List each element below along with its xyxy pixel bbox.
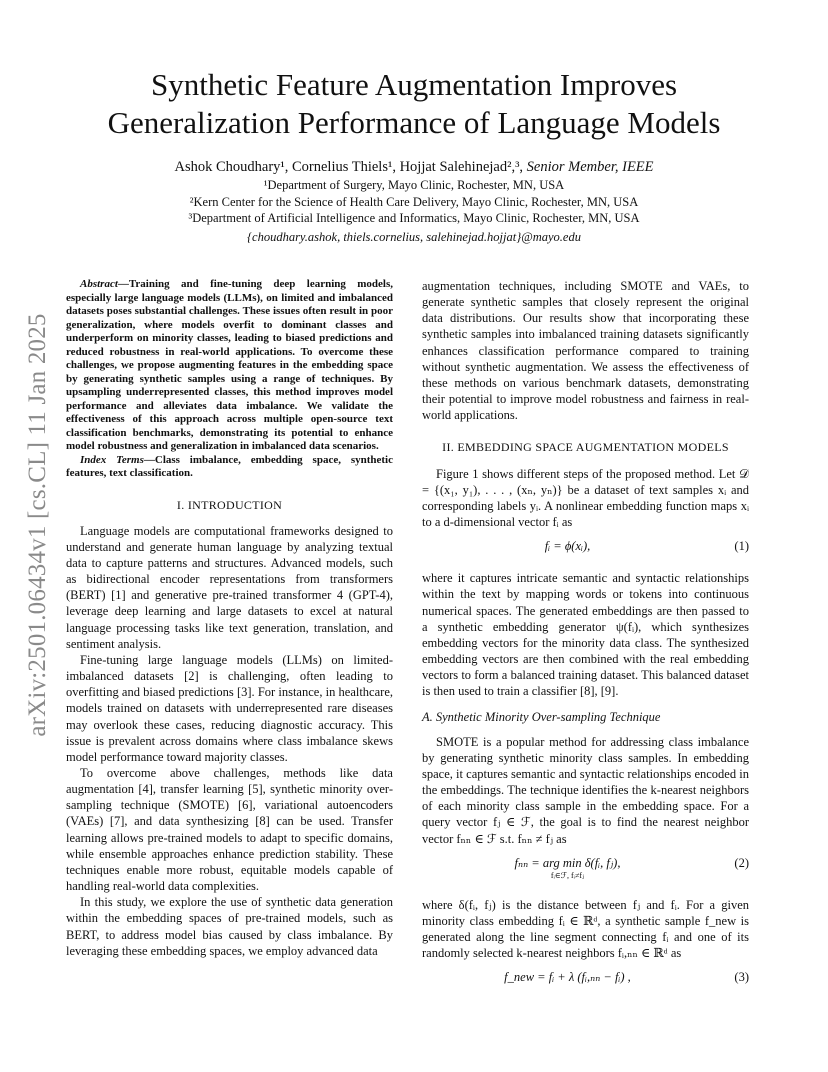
author-role: Senior Member, IEEE bbox=[526, 159, 654, 175]
affiliation-3: ³Department of Artificial Intelligence and Informatics, Mayo Clinic, Rochester, MN, USA bbox=[188, 211, 640, 225]
intro-continued-paragraph: augmentation techniques, including SMOTE and VAEs, to generate synthetic samples that closely represent the original data distributions. Our results show that incorporating these synthetic samples into imbalanced training datasets significantly enhances classification performance compared to training without synthetic augmentation. We assess the effectiveness of these methods on various benchmark datasets, demonstrating their potential to improve model robustness and fairness in real-world applications. bbox=[422, 279, 749, 423]
intro-paragraph-3: To overcome above challenges, methods like data augmentation [4], transfer learning [5], synthetic minority over-sampling technique (SMOTE) [6], variational autoencoders (VAEs) [7], and data synthesizing [8] can be used. Transfer learning allows pre-trained models to adapt to specific domains, while ensemble approaches enhance prediction stability. These techniques enable more robust, equitable models capable of handling real-world data complexities. bbox=[66, 766, 393, 894]
equation-2-number: (2) bbox=[734, 855, 749, 870]
equation-3-expression: f_new = fᵢ + λ (fᵢ,ₙₙ − fᵢ) , bbox=[504, 970, 631, 985]
equation-2-subscript: fᵢ∈ℱ, fᵢ≠fⱼ bbox=[550, 870, 585, 880]
subsection-heading-smote: A. Synthetic Minority Over-sampling Technique bbox=[422, 710, 661, 725]
equation-1-number: (1) bbox=[734, 539, 749, 554]
equation-3 bbox=[422, 969, 749, 991]
index-terms-text: —Class imbalance, embedding space, synthetic features, text classification. bbox=[66, 453, 393, 479]
method-paragraph-2: where it captures intricate semantic and syntactic relationships within the text by mapping words or tokens into continuous numerical spaces. The generated embeddings are then passed to a synthetic embedding generator ψ(fᵢ), which synthesizes embedding vectors for the minority data class. The synthesized embedding vectors are then combined with the real embedding vectors to form a balanced training dataset. This balanced dataset is then used to train a classifier [8], [9]. bbox=[422, 571, 749, 699]
equation-2 bbox=[422, 855, 749, 887]
abstract-text: —Training and fine-tuning deep learning models, especially large language models (LLMs), on limited and imbalanced datasets poses substantial challenges. These issues often result in poor generalization, where models overfit to dominant classes and underperform on minority classes, leading to biased predictions and reduced robustness in real-world applications. To overcome these challenges, we propose augmenting features in the embedding space by generating synthetic samples using a range of techniques. By upsampling underrepresented classes, this method improves model performance and alleviates data imbalance. We validate the effectiveness of this approach across multiple open-source text classification benchmarks, demonstrating its potential to enhance model robustness and generalization in imbalanced data scenarios. bbox=[66, 278, 393, 452]
equation-1 bbox=[422, 538, 749, 560]
intro-paragraph-4: In this study, we explore the use of synthetic data generation within the embedding spaces of pre-trained models, such as BERT, to address model bias caused by class imbalance. By leveraging these embedding spaces, we employ advanced data bbox=[66, 895, 393, 958]
section-heading-introduction: I. INTRODUCTION bbox=[176, 497, 283, 512]
intro-paragraph-1: Language models are computational frameworks designed to understand and generate human language by analyzing textual data to capture patterns and structures. Advanced models, such as bidirectional encoder representations from transformers (BERT) [1] and generative pre-trained transformer 4 (GPT-4), leverage deep learning and large datasets to excel at natural language processing tasks like text generation, translation, and sentiment analysis. bbox=[66, 523, 393, 651]
arxiv-identifier-stamp bbox=[18, 290, 58, 760]
index-terms-label: Index Terms bbox=[80, 453, 144, 466]
title-line-1: Synthetic Feature Augmentation Improves bbox=[150, 67, 678, 102]
smote-paragraph-2: where δ(fᵢ, fⱼ) is the distance between fⱼ and fᵢ. For a given minority class embedding fᵢ ∈ ℝᵈ, a synthetic sample f_new is generated along the line segment connecting fᵢ and one of its randomly selected k-nearest neighbors fᵢ,ₙₙ ∈ ℝᵈ as bbox=[422, 897, 749, 961]
abstract-label: Abstract bbox=[80, 278, 118, 290]
right-column bbox=[422, 278, 749, 1001]
affiliation-2: ²Kern Center for the Science of Health Care Delivery, Mayo Clinic, Rochester, MN, USA bbox=[189, 195, 639, 209]
equation-2-main: fₙₙ = arg min δ(fᵢ, fⱼ), bbox=[514, 855, 621, 870]
arxiv-identifier-text: arXiv:2501.06434v1 [cs.CL] 11 Jan 2025 bbox=[24, 313, 51, 737]
equation-2-expression bbox=[422, 855, 713, 884]
abstract bbox=[66, 278, 393, 454]
index-terms bbox=[66, 454, 393, 481]
affiliation-1: ¹Department of Surgery, Mayo Clinic, Rochester, MN, USA bbox=[263, 178, 565, 192]
author-names: Ashok Choudhary¹, Cornelius Thiels¹, Hojjat Salehinejad²,³, bbox=[174, 159, 524, 175]
title-line-2: Generalization Performance of Language Models bbox=[107, 105, 721, 140]
author-emails: {choudhary.ashok, thiels.cornelius, salehinejad.hojjat}@mayo.edu bbox=[247, 230, 581, 244]
equation-1-expression: fᵢ = ϕ(xᵢ), bbox=[544, 539, 591, 554]
section-heading-embedding-models: II. EMBEDDING SPACE AUGMENTATION MODELS bbox=[442, 440, 729, 455]
smote-paragraph-1: SMOTE is a popular method for addressing class imbalance by generating synthetic minority class samples. In embedding space, it captures semantic and syntactic relationships encoded in the embeddings. The technique identifies the k-nearest neighbors of each minority class sample in the embedding space. For a query vector fⱼ ∈ ℱ, the goal is to find the nearest neighbor vector fₙₙ ∈ ℱ s.t. fₙₙ ≠ fⱼ as bbox=[422, 734, 749, 846]
method-paragraph-1: Figure 1 shows different steps of the proposed method. Let 𝒟 = {(x₁, y₁), . . . , (xₙ, yₙ)} be a dataset of text samples xᵢ and corresponding labels yᵢ. A nonlinear embedding function maps xᵢ to a d-dimensional vector fᵢ as bbox=[422, 466, 749, 530]
left-column bbox=[66, 278, 393, 959]
equation-3-number: (3) bbox=[734, 970, 749, 985]
intro-paragraph-2: Fine-tuning large language models (LLMs) on limited-imbalanced datasets [2] is challenging, often leading to overfitting and biased predictions [3]. For instance, in healthcare, models trained on datasets with underrepresented rare diseases may overlook these cases, reducing diagnostic accuracy. This issue is prevalent across domains where class imbalance skews model performance toward majority classes. bbox=[66, 652, 393, 764]
author-list bbox=[60, 158, 768, 176]
paper-title bbox=[60, 66, 768, 142]
